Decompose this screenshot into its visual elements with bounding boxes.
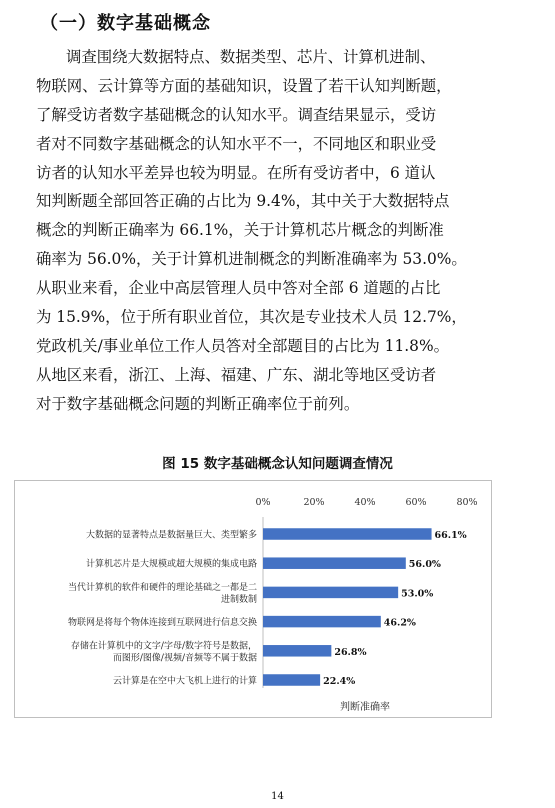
paragraph-line: 知判断题全部回答正确的占比为 9.4%，其中关于大数据特点 bbox=[36, 192, 450, 211]
bar bbox=[263, 616, 381, 628]
data-label: 66.1% bbox=[434, 530, 467, 541]
data-label: 22.4% bbox=[323, 676, 356, 687]
x-tick-label: 20% bbox=[303, 497, 325, 508]
paragraph-line: 从职业来看，企业中高层管理人员中答对全部 6 道题的占比 bbox=[36, 279, 441, 298]
x-tick-label: 60% bbox=[405, 497, 427, 508]
paragraph-line: 从地区来看，浙江、上海、福建、广东、湖北等地区受访者 bbox=[36, 365, 437, 384]
category-label: 大数据的显著特点是数据量巨大、类型繁多 bbox=[85, 530, 257, 541]
bar bbox=[263, 587, 398, 599]
category-label: 存储在计算机中的文字/字母/数字符号是数据， bbox=[70, 641, 257, 652]
category-label: 计算机芯片是大规模或超大规模的集成电路 bbox=[85, 559, 257, 570]
category-label: 当代计算机的软件和硬件的理论基础之一都是二 bbox=[67, 582, 257, 593]
paragraph-line: 为 15.9%，位于所有职业首位，其次是专业技术人员 12.7%， bbox=[36, 308, 467, 327]
paragraph-line: 调查围绕大数据特点、数据类型、芯片、计算机进制、 bbox=[66, 48, 436, 66]
chart-container bbox=[14, 480, 492, 718]
x-axis-title: 判断准确率 bbox=[340, 702, 390, 713]
section-heading: （一）数字基础概念 bbox=[40, 13, 211, 34]
category-label: 云计算是在空中大飞机上进行的计算 bbox=[112, 676, 257, 687]
category-label: 进制数制 bbox=[220, 594, 257, 605]
paragraph-line: 对于数字基础概念问题的判断正确率位于前列。 bbox=[36, 394, 360, 413]
paragraph-line: 确率为 56.0%，关于计算机进制概念的判断准确率为 53.0%。 bbox=[36, 250, 467, 269]
data-label: 26.8% bbox=[334, 646, 367, 658]
category-label: 物联网是将每个物体连接到互联网进行信息交换 bbox=[67, 618, 257, 629]
data-label: 46.2% bbox=[383, 617, 416, 629]
paragraph-line: 党政机关/事业单位工作人员答对全部题目的占比为 11.8%。 bbox=[36, 336, 449, 355]
bar bbox=[263, 528, 432, 540]
paragraph-line: 者对不同数字基础概念的认知水平不一，不同地区和职业受 bbox=[36, 134, 437, 153]
bar bbox=[263, 674, 320, 686]
paragraph-line: 访者的认知水平差异也较为明显。在所有受访者中，6 道认 bbox=[36, 163, 436, 182]
figure-title: 图 15 数字基础概念认知问题调查情况 bbox=[162, 456, 393, 472]
x-tick-label: 0% bbox=[255, 497, 271, 508]
x-tick-label: 80% bbox=[456, 497, 478, 508]
data-label: 53.0% bbox=[401, 588, 434, 600]
page-number: 14 bbox=[271, 791, 284, 802]
x-tick-label: 40% bbox=[354, 497, 376, 508]
paragraph-line: 物联网、云计算等方面的基础知识，设置了若干认知判断题， bbox=[36, 76, 452, 95]
category-label: 而图形/图像/视频/音频等不属于数据 bbox=[112, 653, 257, 664]
bar bbox=[263, 645, 331, 657]
body-paragraph bbox=[36, 43, 526, 419]
bar-chart bbox=[15, 481, 491, 717]
bar bbox=[263, 557, 406, 569]
data-label: 56.0% bbox=[408, 559, 441, 571]
paragraph-line: 了解受访者数字基础概念的认知水平。调查结果显示，受访 bbox=[36, 105, 437, 124]
paragraph-line: 概念的判断正确率为 66.1%，关于计算机芯片概念的判断准 bbox=[36, 221, 444, 240]
